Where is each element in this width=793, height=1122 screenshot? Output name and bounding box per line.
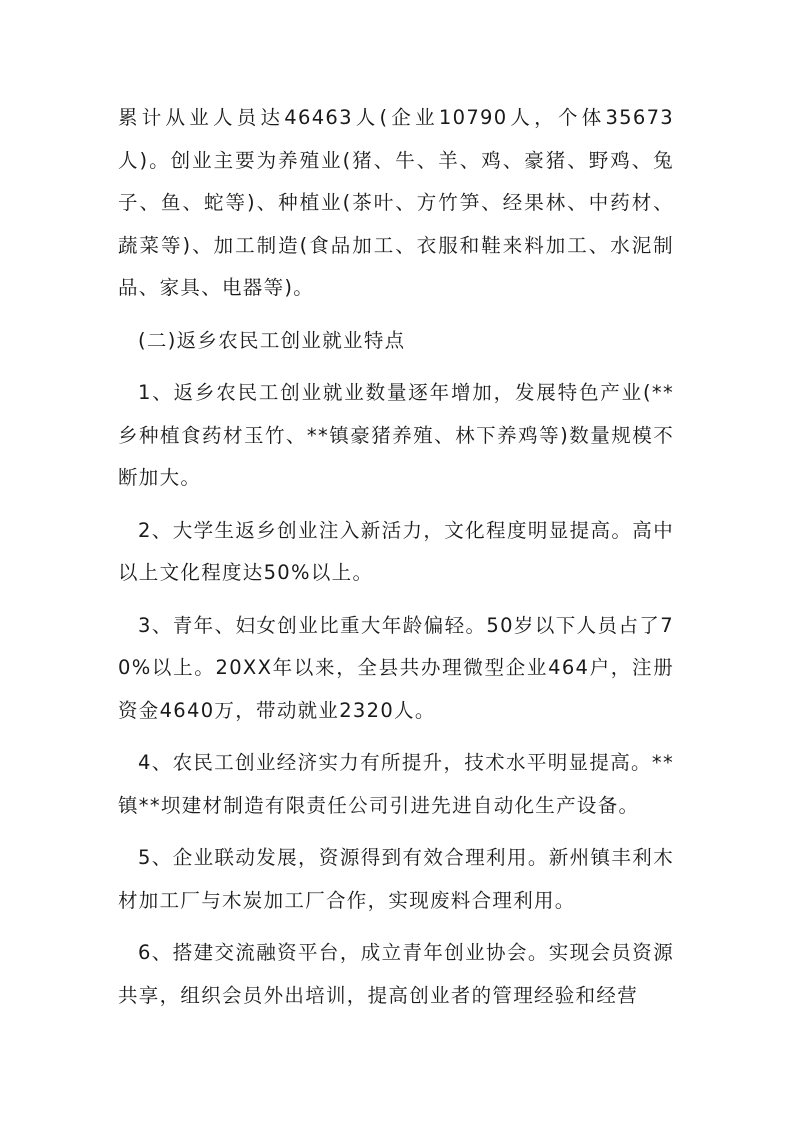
list-item-5: 5、企业联动发展，资源得到有效合理利用。新州镇丰利木材加工厂与木炭加工厂合作，实现废料合理利用。	[118, 846, 674, 912]
list-item-2: 2、大学生返乡创业注入新活力，文化程度明显提高。高中以上文化程度达50%以上。	[118, 518, 674, 584]
list-item-3: 3、青年、妇女创业比重大年龄偏轻。50岁以下人员占了70%以上。20XX年以来，全县共办理微型企业464户，注册资金4640万，带动就业2320人。	[118, 613, 674, 722]
list-item-4: 4、农民工创业经济实力有所提升，技术水平明显提高。**镇**坝建材制造有限责任公司引进先进自动化生产设备。	[118, 751, 674, 817]
list-item-6: 6、搭建交流融资平台，成立青年创业协会。实现会员资源共享，组织会员外出培训，提高创业者的管理经验和经营	[118, 941, 674, 1007]
document-body	[118, 97, 674, 1017]
paragraph-employment-summary: 累计从业人员达46463人(企业10790人，个体35673人)。创业主要为养殖业(猪、牛、羊、鸡、豪猪、野鸡、兔子、鱼、蛇等)、种植业(茶叶、方竹笋、经果林、中药材、蔬菜等)、加工制造(食品加工、衣服和鞋来料加工、水泥制品、家具、电器等)。	[118, 106, 674, 299]
section-heading-characteristics: (二)返乡农民工创业就业特点	[138, 328, 406, 352]
list-item-1: 1、返乡农民工创业就业数量逐年增加，发展特色产业(**乡种植食药材玉竹、**镇豪猪养殖、林下养鸡等)数量规模不断加大。	[118, 381, 674, 489]
